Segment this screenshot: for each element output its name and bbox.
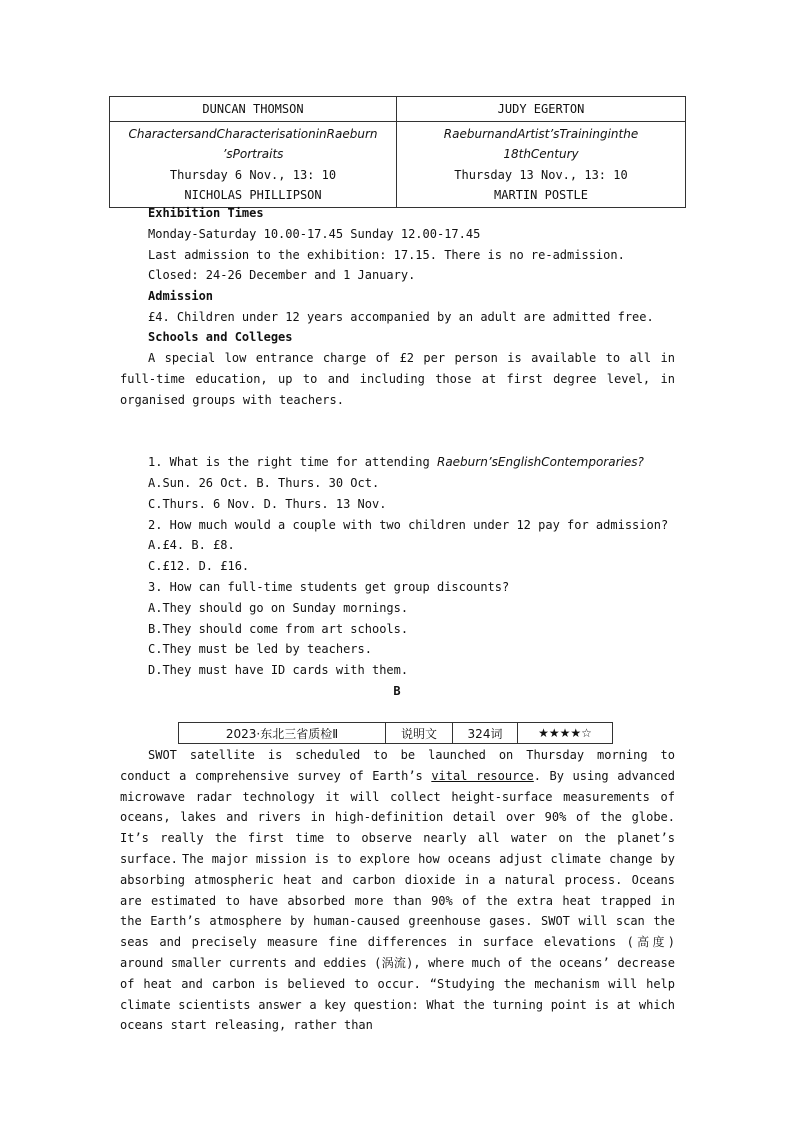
left-title-line2: ’sPortraits	[222, 147, 284, 161]
tag-words: 324词	[453, 723, 518, 744]
right-header: JUDY EGERTON	[397, 97, 686, 122]
exhibition-hours: Monday-Saturday 10.00-17.45 Sunday 12.00-17.45	[148, 227, 481, 241]
left-header: DUNCAN THOMSON	[110, 97, 397, 122]
left-speaker: NICHOLAS PHILLIPSON	[184, 188, 322, 202]
last-admission: Last admission to the exhibition: 17.15. There is no re-admission.	[148, 248, 625, 262]
question-3: 3. How can full-time students get group discounts?	[148, 580, 510, 594]
question-1: 1. What is the right time for attending Raeburn’sEnglishContemporaries?	[148, 455, 644, 469]
admission-text: £4. Children under 12 years accompanied by an adult are admitted free.	[148, 310, 654, 324]
right-speaker: MARTIN POSTLE	[494, 188, 588, 202]
exhibition-heading: Exhibition Times	[148, 206, 264, 220]
tag-difficulty: ★★★★☆	[518, 723, 613, 744]
right-lecture-cell	[397, 121, 686, 207]
question-2: 2. How much would a couple with two children under 12 pay for admission?	[148, 518, 669, 532]
q3-option-b: B.They should come from art schools.	[148, 622, 409, 636]
passage-paragraph-1: SWOT satellite is scheduled to be launched on Thursday morning to conduct a comprehensive survey of Earth’s vital resource. By using advanced microwave radar technology it will collect height-surface measurements of oceans, lakes and rivers in high-definition detail over 90% of the globe. It’s really the first time to observe nearly all water on the planet’s surface.	[120, 748, 675, 866]
passage-paragraph-2: The major mission is to explore how oceans adjust climate change by absorbing atmospheric heat and carbon dioxide in a natural process. Oceans are estimated to have absorbed more than 90% of the extra heat trapped in the Earth’s atmosphere by human-caused greenhouse gases. SWOT will scan the seas and precisely measure fine differences in surface elevations (高度) around smaller currents and eddies (涡流), where much of the oceans’ decrease of heat and carbon is believed to occur. “Studying the mechanism will help climate scientists answer a key question: What the turning point is at which oceans start releasing, rather than	[120, 852, 675, 1033]
tag-genre: 说明文	[386, 723, 453, 744]
tag-source: 2023·东北三省质检Ⅱ	[179, 723, 386, 744]
section-letter: B	[393, 684, 401, 698]
q3-option-a: A.They should go on Sunday mornings.	[148, 601, 409, 615]
q1-options-ab: A.Sun. 26 Oct. B. Thurs. 30 Oct.	[148, 476, 380, 490]
schools-heading: Schools and Colleges	[148, 330, 293, 344]
passage-tag-table	[178, 722, 613, 744]
schools-text: A special low entrance charge of £2 per person is available to all in full-time education, up to and including those at first degree level, in organised groups with teachers.	[120, 351, 675, 407]
right-title-line1: RaeburnandArtist’sTraininginthe	[443, 126, 639, 141]
q3-option-d: D.They must have ID cards with them.	[148, 663, 409, 677]
underlined-phrase: vital resource	[431, 768, 534, 783]
right-date: Thursday 13 Nov., 13: 10	[454, 167, 628, 182]
right-title-line2: 18thCentury	[503, 147, 579, 161]
left-date: Thursday 6 Nov., 13: 10	[169, 167, 337, 182]
lecture-table	[109, 96, 686, 208]
admission-heading: Admission	[148, 289, 214, 303]
closed-dates: Closed: 24-26 December and 1 January.	[148, 268, 416, 282]
q3-option-c: C.They must be led by teachers.	[148, 642, 372, 656]
q2-options-cd: C.£12. D. £16.	[148, 559, 250, 573]
q1-options-cd: C.Thurs. 6 Nov. D. Thurs. 13 Nov.	[148, 497, 387, 511]
left-lecture-cell	[110, 121, 397, 207]
q2-options-ab: A.£4. B. £8.	[148, 538, 235, 552]
left-title-line1: CharactersandCharacterisationinRaeburn	[128, 126, 378, 141]
